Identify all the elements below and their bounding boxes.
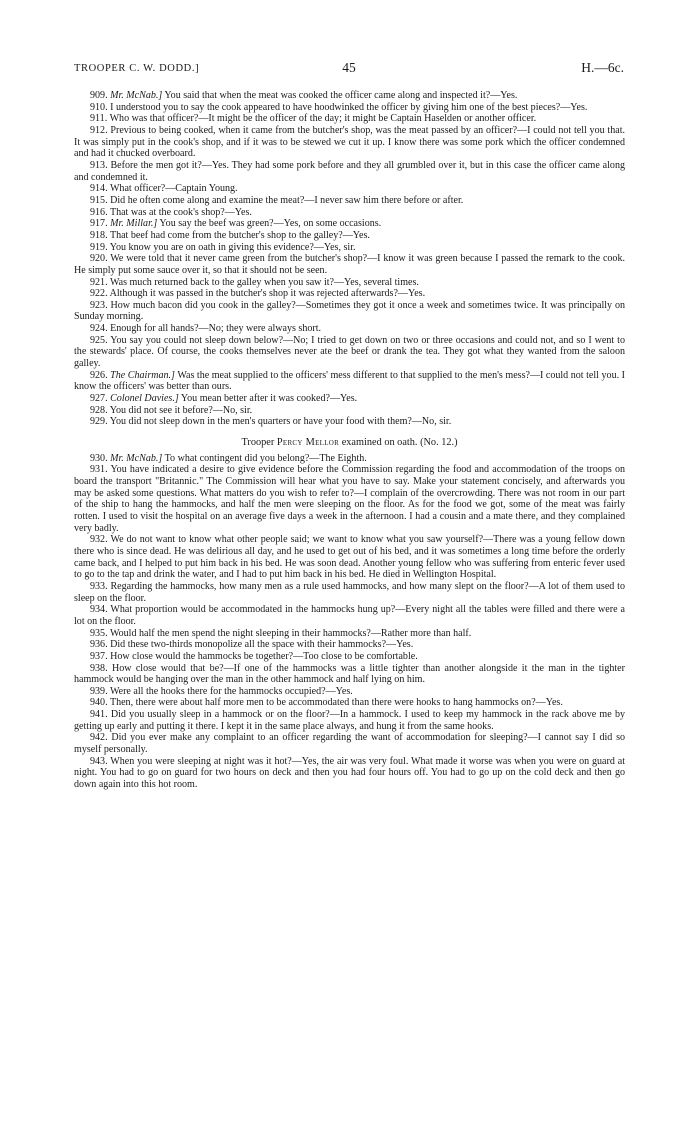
question-number: 924.	[90, 323, 108, 335]
page-body	[74, 90, 625, 791]
testimony-dodd	[74, 90, 625, 428]
question-answer-text: When you were sleeping at night was it hot?—Yes, the air was very foul. What made it worse was when you were on guard at night. You had to go on guard for two hours on deck and then you had four hours off. You had to go up on the cold deck and then go down again into this hot room.	[74, 755, 625, 791]
question-number: 917.	[90, 218, 108, 230]
testimony-paragraph	[74, 628, 625, 640]
question-number: 936.	[90, 639, 108, 651]
speaker-name: Mr. Millar.]	[110, 218, 158, 230]
testimony-paragraph	[74, 218, 625, 230]
question-number: 926.	[90, 369, 108, 381]
question-number: 909.	[90, 90, 108, 101]
testimony-paragraph	[74, 230, 625, 242]
question-number: 934.	[90, 604, 108, 616]
question-answer-text: That was at the cook's shop?—Yes.	[109, 206, 252, 218]
testimony-paragraph	[74, 732, 625, 755]
question-answer-text: Regarding the hammocks, how many men as a rule used hammocks, and how many slept on the floor?—A lot of them used to sleep on the floor.	[74, 580, 625, 604]
question-answer-text: You say the beef was green?—Yes, on some occasions.	[157, 218, 382, 230]
testimony-paragraph	[74, 651, 625, 663]
question-number: 931.	[90, 464, 108, 476]
testimony-paragraph	[74, 253, 625, 276]
testimony-paragraph	[74, 207, 625, 219]
testimony-paragraph	[74, 663, 625, 686]
question-number: 942.	[90, 732, 108, 744]
question-number: 933.	[90, 580, 108, 592]
testimony-paragraph	[74, 639, 625, 651]
testimony-paragraph	[74, 453, 625, 465]
testimony-paragraph	[74, 393, 625, 405]
question-answer-text: We do not want to know what other people said; we want to know what you saw yourself?—There was a young fellow down there who is since dead. He was delirious all day, and he used to get out of his bed, and it was sometimes a long time before the orderly came back, and I helped to put him back in his bed. He was soon dead. Another young fellow who was suffering from enteric fever used to go to the tap and drink the water, and I had to put him back in his bed. He died in Wellington Hospital.	[74, 534, 625, 581]
testimony-paragraph	[74, 604, 625, 627]
testimony-paragraph	[74, 709, 625, 732]
testimony-paragraph	[74, 405, 625, 417]
question-answer-text: Then, there were about half more men to be accommodated than there were hooks to hang hammocks on?—Yes.	[109, 697, 563, 709]
question-answer-text: Did these two-thirds monopolize all the space with their hammocks?—Yes.	[110, 639, 414, 651]
question-answer-text: Was the meat supplied to the officers' mess different to that supplied to the men's mess?—I could not tell you. I know the officers' was better than ours.	[74, 369, 626, 393]
question-answer-text: Did you ever make any complaint to an officer regarding the want of accommodation for sleeping?—I cannot say I did so myself personally.	[74, 732, 626, 756]
testimony-paragraph	[74, 195, 625, 207]
testimony-mellor	[74, 453, 625, 791]
question-answer-text: Were all the hooks there for the hammocks occupied?—Yes.	[109, 685, 353, 697]
question-number: 940.	[90, 697, 108, 709]
question-answer-text: How much bacon did you cook in the galley?—Sometimes they got it once a week and sometimes twice. It was principally on Sunday morning.	[74, 299, 625, 323]
question-answer-text: To what contingent did you belong?—The Eighth.	[162, 452, 367, 464]
testimony-paragraph	[74, 686, 625, 698]
page-number: 45	[342, 60, 356, 75]
question-answer-text: You know you are on oath in giving this evidence?—Yes, sir.	[109, 241, 356, 253]
question-number: 939.	[90, 685, 108, 697]
question-number: 920.	[90, 253, 108, 265]
question-answer-text: What officer?—Captain Young.	[109, 183, 238, 195]
question-answer-text: Was much returned back to the galley when you saw it?—Yes, several times.	[109, 276, 419, 288]
testimony-paragraph	[74, 697, 625, 709]
speaker-name: The Chairman.]	[110, 369, 175, 381]
testimony-paragraph	[74, 160, 625, 183]
testimony-paragraph	[74, 113, 625, 125]
question-answer-text: Would half the men spend the night sleeping in their hammocks?—Rather more than half.	[109, 627, 472, 639]
testimony-paragraph	[74, 125, 625, 160]
question-number: 922.	[90, 288, 108, 300]
testimony-paragraph	[74, 534, 625, 581]
testimony-paragraph	[74, 581, 625, 604]
speaker-name: Colonel Davies.]	[110, 393, 179, 405]
testimony-paragraph	[74, 464, 625, 534]
question-answer-text: How close would that be?—If one of the hammocks was a little tighter than another alongside it the man in the tighter hammock would be hanging over the man in the other hammock and half lying on him.	[74, 662, 625, 686]
question-number: 928.	[90, 404, 108, 416]
question-answer-text: Who was that officer?—It might be the officer of the day; it might be Captain Haselden or another officer.	[109, 113, 537, 125]
question-number: 910.	[90, 101, 108, 113]
question-number: 923.	[90, 299, 108, 311]
question-answer-text: That beef had come from the butcher's shop to the galley?—Yes.	[109, 229, 370, 241]
question-answer-text: Previous to being cooked, when it came from the butcher's shop, was the meat passed by an officer?—I could not tell you that. It was simply put in the cook's shop, and if it was to be stewed we cut it up. I know there was some pork which the officer condemned and had it chucked overboard.	[74, 124, 625, 160]
question-answer-text: How close would the hammocks be together?—Too close to be comfortable.	[110, 650, 418, 662]
question-number: 941.	[90, 709, 108, 721]
document-code: H.—6c.	[581, 60, 624, 75]
testimony-paragraph	[74, 416, 625, 428]
question-answer-text: I understood you to say the cook appeared to have hoodwinked the officer by giving him one of the best pieces?—Yes.	[110, 101, 588, 113]
testimony-paragraph	[74, 756, 625, 791]
testimony-paragraph	[74, 370, 625, 393]
testimony-paragraph	[74, 90, 625, 102]
testimony-paragraph	[74, 183, 625, 195]
question-number: 935.	[90, 627, 108, 639]
testimony-paragraph	[74, 335, 625, 370]
question-number: 913.	[90, 159, 108, 171]
question-answer-text: Before the men got it?—Yes. They had some pork before and they all grumbled over it, but in this case the officer came along and condemned it.	[74, 159, 625, 183]
speaker-name: Mr. McNab.]	[110, 90, 163, 101]
page-header	[74, 62, 624, 78]
running-head: TROOPER C. W. DODD.]	[74, 63, 200, 74]
witness-name: Percy Mellor	[276, 437, 340, 449]
question-number: 916.	[90, 206, 108, 218]
question-number: 918.	[90, 229, 108, 241]
question-answer-text: Although it was passed in the butcher's shop it was rejected afterwards?—Yes.	[109, 288, 426, 300]
question-number: 927.	[90, 393, 108, 405]
question-number: 929.	[90, 416, 108, 428]
testimony-paragraph	[74, 277, 625, 289]
question-number: 919.	[90, 241, 108, 253]
question-number: 915.	[90, 194, 108, 206]
question-number: 938.	[90, 662, 108, 674]
question-answer-text: You said that when the meat was cooked the officer came along and inspected it?—Yes.	[162, 90, 518, 101]
question-answer-text: You did not sleep down in the men's quarters or have your food with them?—No, sir.	[109, 416, 452, 428]
question-number: 921.	[90, 276, 108, 288]
testimony-paragraph	[74, 242, 625, 254]
speaker-name: Mr. McNab.]	[110, 452, 163, 464]
question-answer-text: Did he often come along and examine the meat?—I never saw him there before or after.	[110, 194, 464, 206]
question-number: 943.	[90, 755, 108, 767]
question-number: 937.	[90, 650, 108, 662]
question-answer-text: Did you usually sleep in a hammock or on the floor?—In a hammock. I used to keep my hammock in the rack above me by getting up early and putting it there. I kept it in the same place always, and hung it from the same hooks.	[74, 709, 625, 732]
question-number: 930.	[90, 452, 108, 464]
testimony-paragraph	[74, 102, 625, 114]
question-number: 912.	[90, 124, 108, 136]
question-answer-text: We were told that it never came green from the butcher's shop?—I know it was green because I passed the remark to the cook. He simply put some sauce over it, so that it should not be seen.	[74, 253, 625, 276]
question-answer-text: What proportion would be accommodated in the hammocks hung up?—Every night all the tables were filled and there were a lot on the floor.	[74, 604, 625, 627]
testimony-paragraph	[74, 288, 625, 300]
question-answer-text: You have indicated a desire to give evidence before the Commission regarding the food and accommodation of the troops on board the transport "Britannic." The Commission will hear what you have to say. Make your statement concisely, and afterwards you may be asked some questions. What matters do you wish to refer to?—I complain of the overcrowding. There was not room in our part of the ship to hang the hammocks, and half the men were sleeping on the floor. As for the food we got, some of the meat was fairly rotten. I used to visit the hospital on an average five days a week in the afternoon. I had a cousin and a mate there, and they complained very badly.	[74, 464, 626, 534]
question-answer-text: Enough for all hands?—No; they were always short.	[110, 323, 322, 335]
question-answer-text: You did not see it before?—No, sir.	[109, 404, 253, 416]
question-answer-text: You mean better after it was cooked?—Yes.	[178, 393, 358, 405]
section-heading: Trooper Percy Mellor examined on oath. (No. 12.)	[241, 437, 458, 449]
question-answer-text: You say you could not sleep down below?—No; I tried to get down on two or three occasions and could not, and so I went to the stewards' place. Of course, the cooks themselves never ate the beef or drank the tea. They got what they wanted from the saloon galley.	[74, 334, 626, 370]
question-number: 932.	[90, 534, 108, 546]
testimony-paragraph	[74, 323, 625, 335]
question-number: 914.	[90, 183, 108, 195]
testimony-paragraph	[74, 300, 625, 323]
question-number: 925.	[90, 334, 108, 346]
question-number: 911.	[90, 113, 108, 125]
